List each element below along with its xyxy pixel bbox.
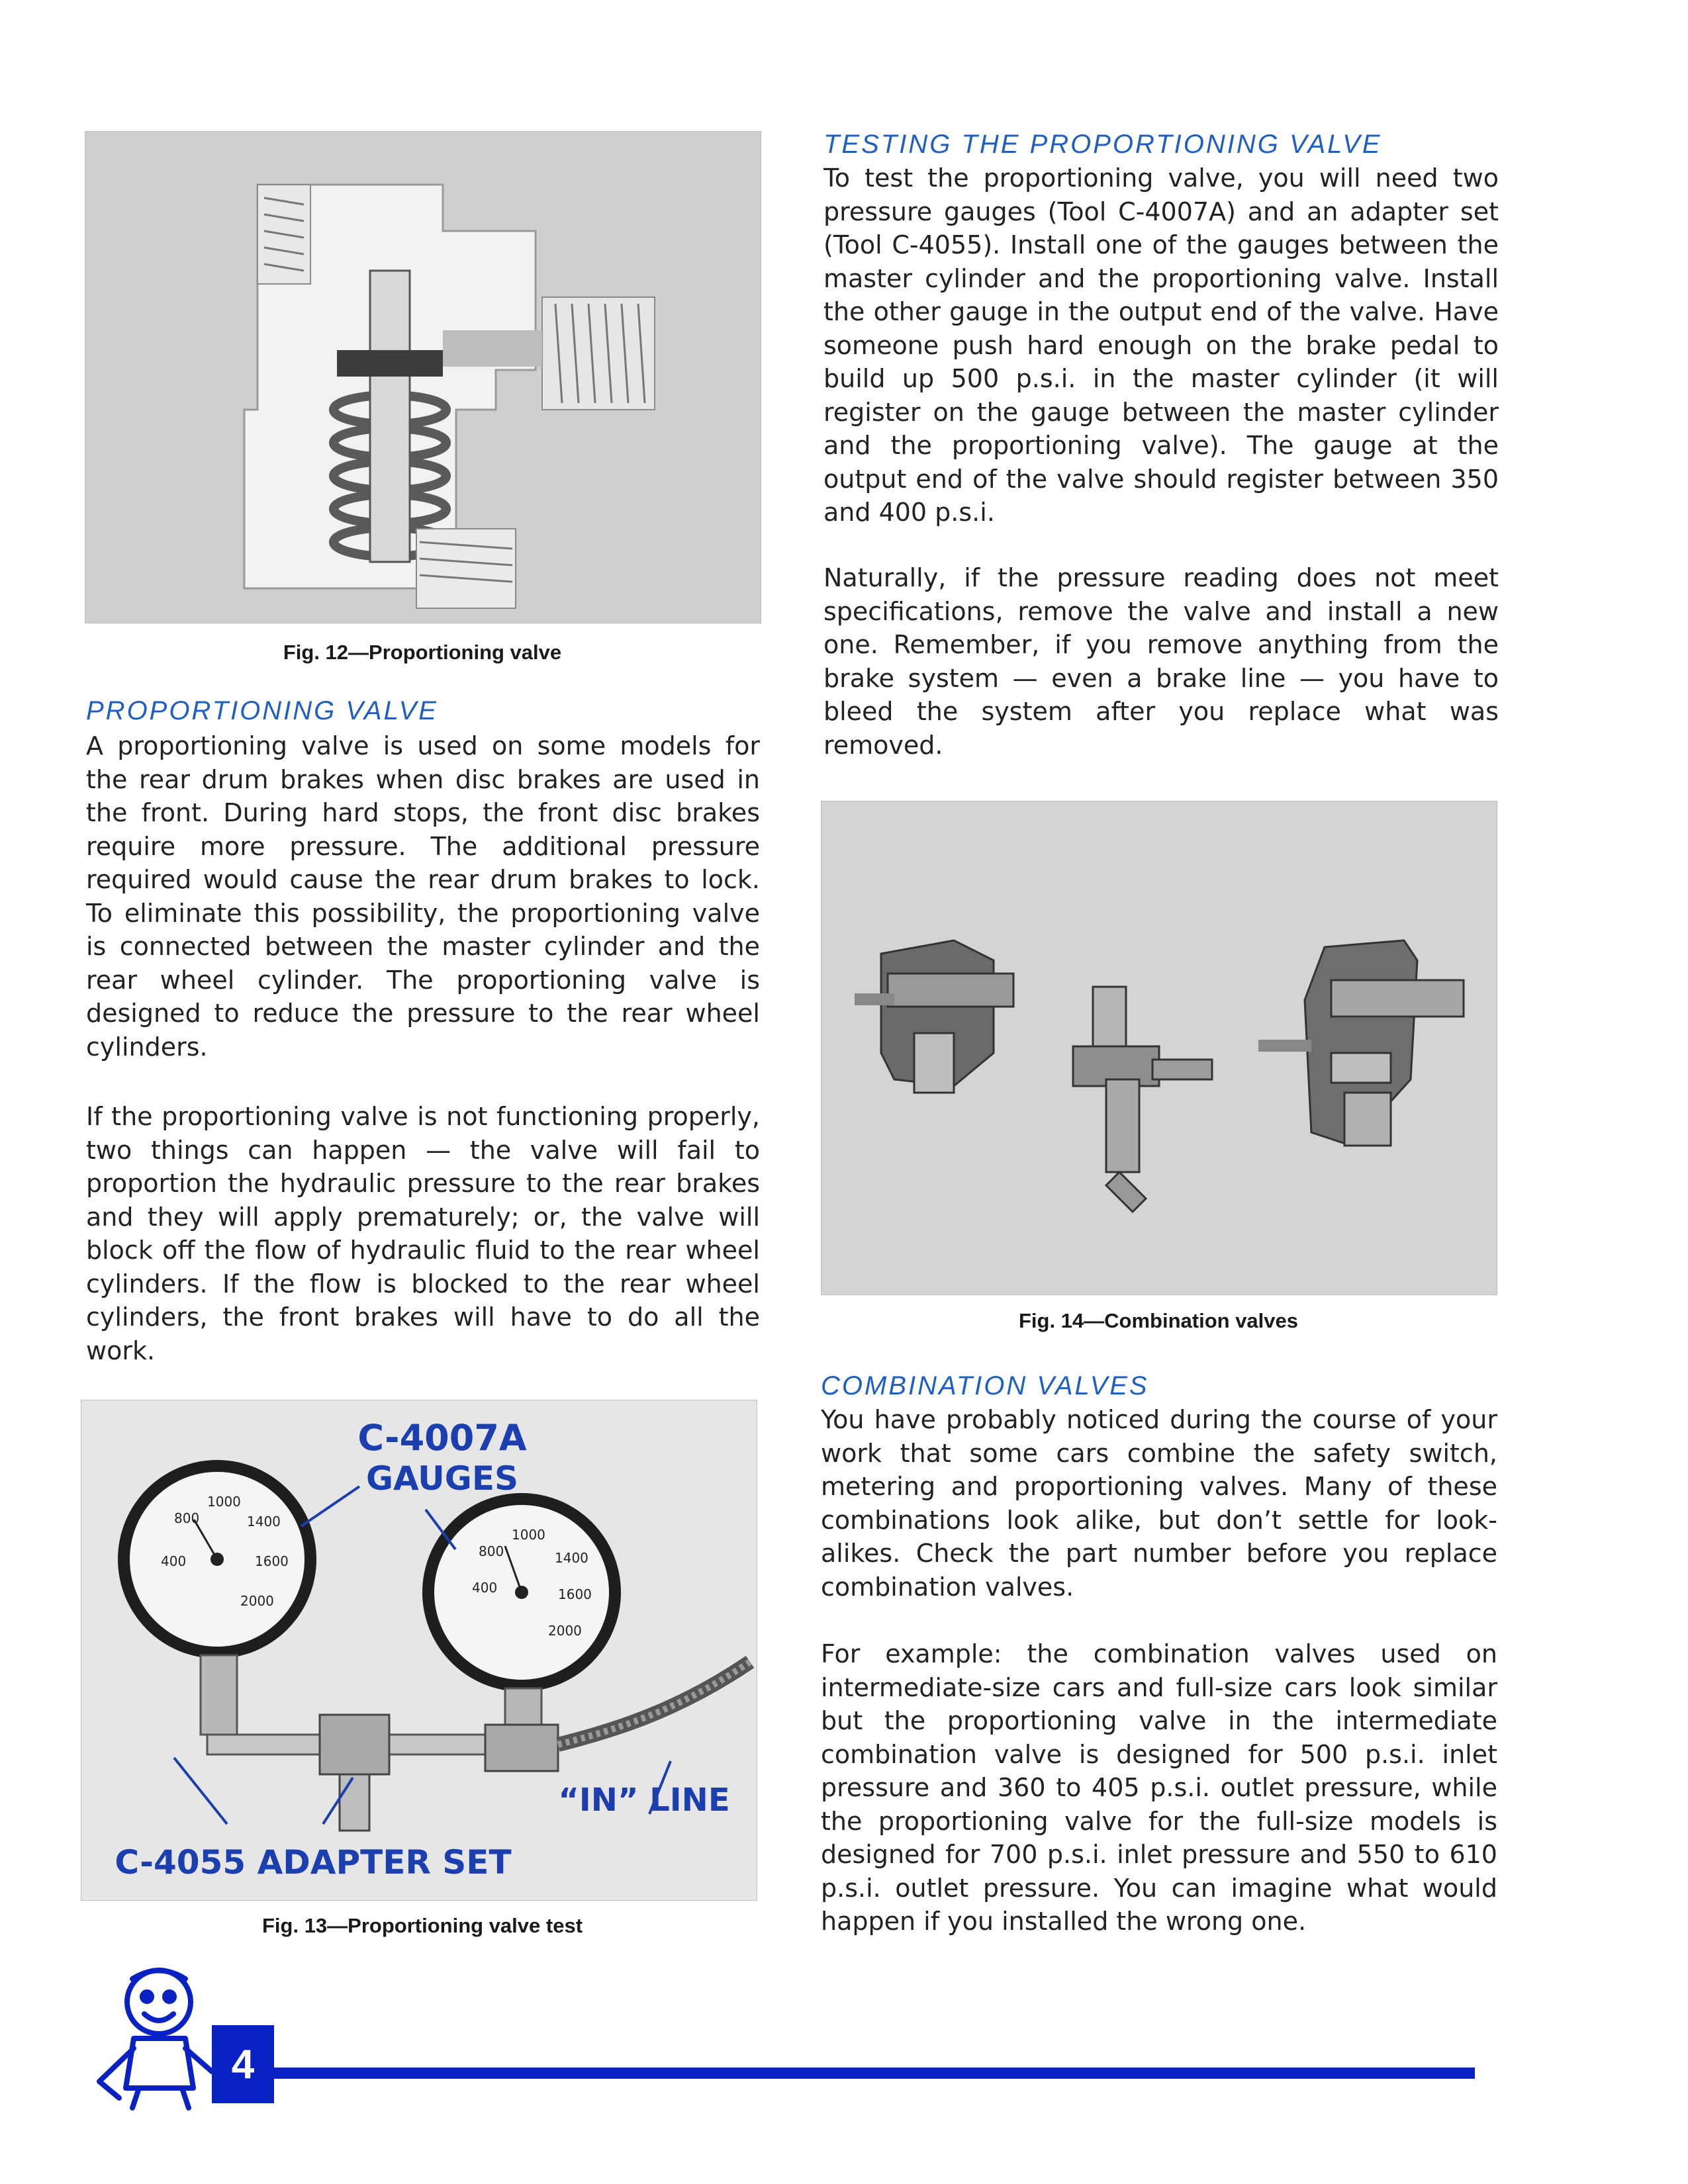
fig13-label-gauges-1: C-4007A [357, 1417, 527, 1459]
fig13-label-gauges-2: GAUGES [365, 1459, 519, 1498]
svg-text:1000: 1000 [207, 1494, 241, 1510]
svg-text:800: 800 [479, 1543, 504, 1559]
fig12-photo [85, 131, 761, 623]
svg-text:2000: 2000 [548, 1623, 582, 1639]
fig13-label-in-line: “IN” LINE [558, 1782, 730, 1819]
footer-rule [271, 2068, 1475, 2079]
combination-valves-heading: COMBINATION VALVES [821, 1371, 1149, 1400]
fig14-caption: Fig. 14—Combination valves [1018, 1309, 1299, 1332]
svg-text:400: 400 [472, 1580, 498, 1596]
svg-text:2000: 2000 [240, 1593, 274, 1609]
svg-text:1600: 1600 [255, 1553, 289, 1569]
proportioning-valve-heading: PROPORTIONING VALVE [86, 696, 438, 725]
testing-heading: TESTING THE PROPORTIONING VALVE [823, 130, 1382, 159]
svg-text:400: 400 [161, 1553, 187, 1569]
fig13-label-adapter-set: C-4055 ADAPTER SET [115, 1843, 512, 1882]
svg-text:1400: 1400 [555, 1550, 588, 1566]
combination-valves-para-2: For example: the combination valves used on intermediate-size cars and full-size cars look similar but the proportioning valve in the intermediate combination valve is designed for 500 p.s.i. inlet pressure and 360 to 405 p.s.i. outlet pressure, while the proportioning valve for the full-size models is designed for 700 p.s.i. inlet pressure and 550 to 610 p.s.i. outlet pressure. You can imagine what would happen if you installed the wrong one. [821, 1639, 1497, 1936]
fig14-photo [821, 801, 1497, 1295]
gauge-1 [118, 1460, 316, 1659]
gauge-2 [422, 1493, 621, 1692]
proportioning-valve-para-2: If the proportioning valve is not functioning properly, two things can happen — the valve will fail to proportion the hydraulic pressure to the rear brakes and they will apply prematurely; or, the valve will block off the flow of hydraulic fluid to the rear wheel cylinders. If the flow is blocked to the rear wheel cylinders, the front brakes will have to do all the work. [86, 1102, 760, 1365]
testing-para-1: To test the proportioning valve, you will need two pressure gauges (Tool C-4007A) and an adapter set (Tool C-4055). Install one of the gauges between the master cylinder and the proportioning valve. Install the other gauge in the output end of the valve. Have someone push hard enough on the brake pedal to build up 500 p.s.i. in the master cylinder (it will register on the gauge between the master cylinder and the proportioning valve). The gauge at the output end of the valve should register between 350 and 400 p.s.i. [823, 163, 1499, 527]
combination-valves-para-1: You have probably noticed during the course of your work that some cars combine the safety switch, metering and proportioning valves. Many of these combinations look alike, but don’t settle for look-alikes. Check the part number before you replace combination valves. [821, 1405, 1497, 1602]
page-number: 4 [231, 2041, 255, 2087]
svg-text:1400: 1400 [247, 1514, 281, 1529]
svg-text:800: 800 [174, 1510, 200, 1526]
fig13-caption: Fig. 13—Proportioning valve test [261, 1914, 583, 1937]
fig13-photo [81, 1400, 757, 1901]
svg-text:1600: 1600 [558, 1586, 592, 1602]
fig12-caption: Fig. 12—Proportioning valve [283, 641, 562, 664]
testing-para-2: Naturally, if the pressure reading does not meet specifications, remove the valve and install a new one. Remember, if you remove anything from the brake system — even a brake line — you have to bleed the system after you replace what was removed. [823, 563, 1499, 760]
proportioning-valve-para-1: A proportioning valve is used on some models for the rear drum brakes when disc brakes are used in the front. During hard stops, the front disc brakes require more pressure. The additional pressure required would cause the rear drum brakes to lock. To eliminate this possibility, the proportioning valve is connected between the master cylinder and the rear wheel cylinder. The proportioning valve is designed to reduce the pressure to the rear wheel cylinders. [86, 731, 760, 1062]
svg-text:1000: 1000 [512, 1527, 545, 1543]
